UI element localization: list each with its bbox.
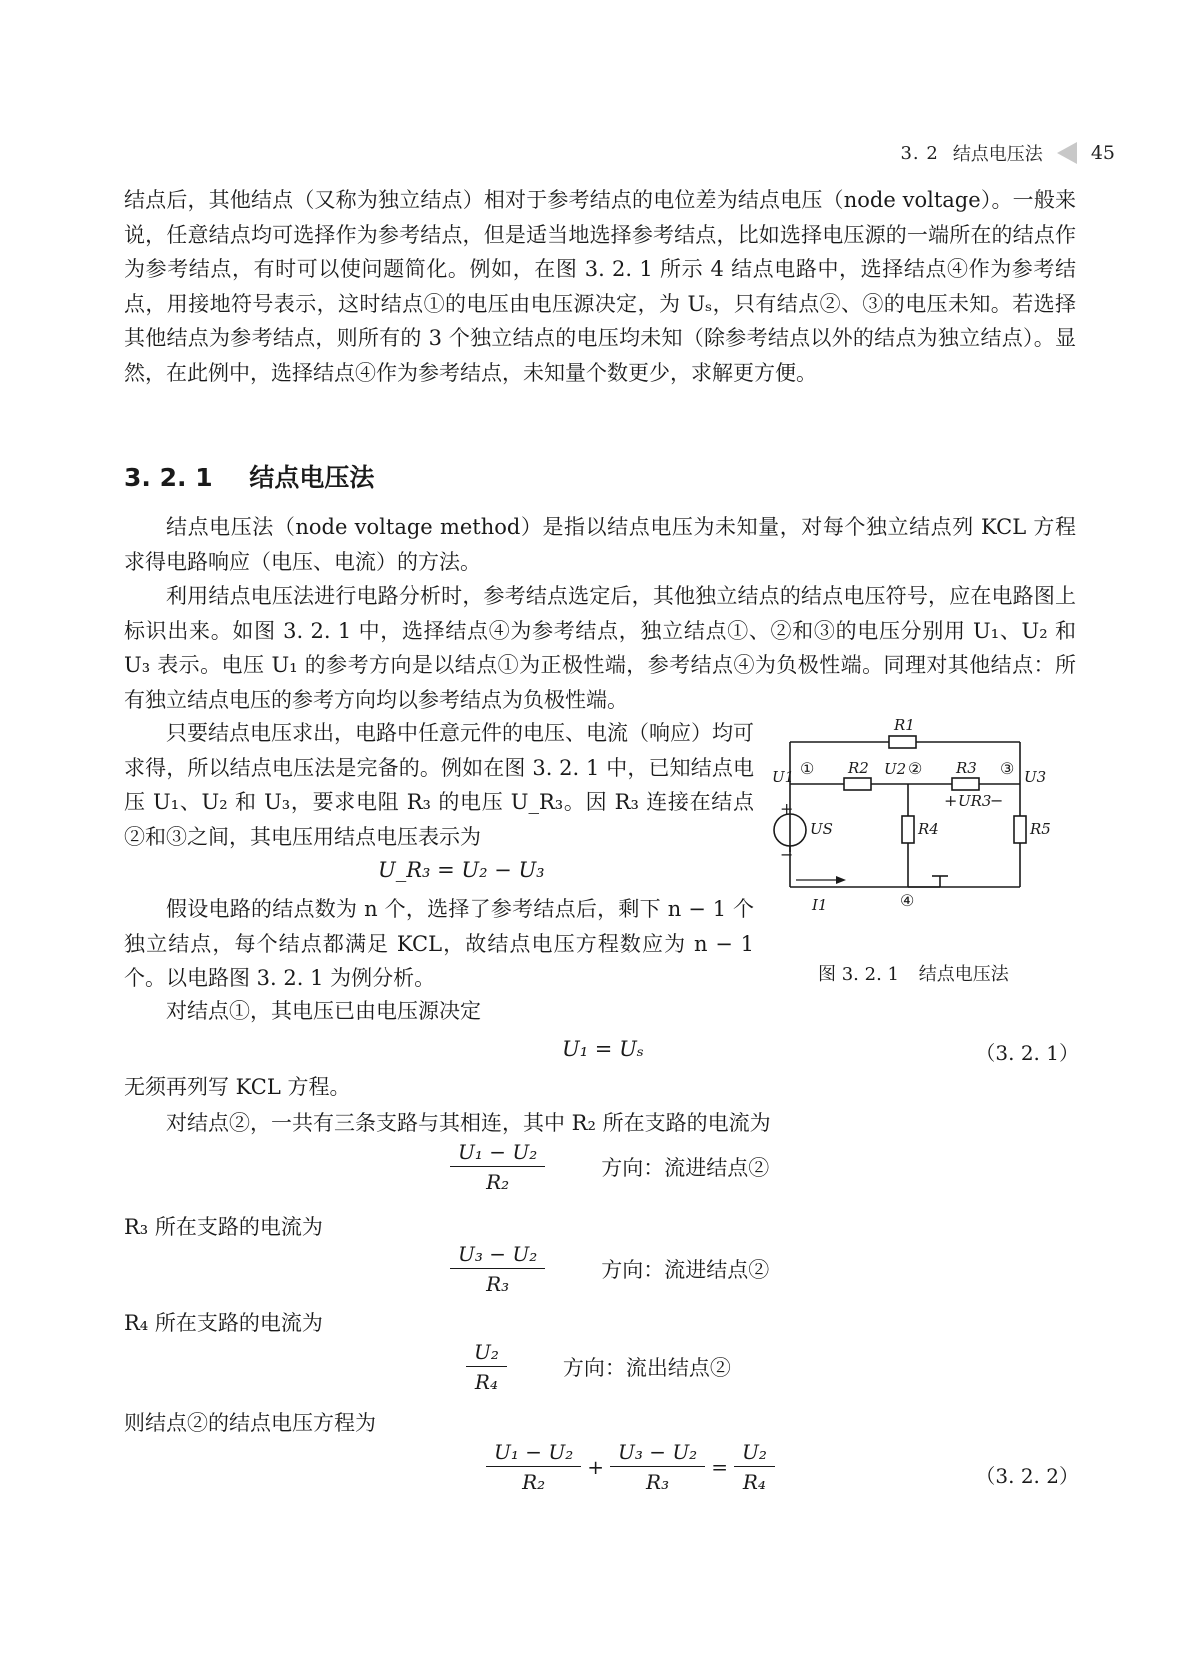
resistor-r3 [952, 778, 979, 790]
running-head [900, 140, 1115, 166]
eq2-equals: = [711, 1455, 728, 1479]
section-title: 结点电压法 [249, 463, 375, 492]
label-r3: R3 [956, 759, 977, 777]
r4-branch-paragraph: R₄ 所在支路的电流为 [124, 1311, 323, 1335]
eq2-term-a-denominator: R₂ [522, 1470, 546, 1494]
labeling-paragraph: 利用结点电压法进行电路分析时，参考结点选定后，其他独立结点的结点电压符号，应在电路图上标识出来。如图 3. 2. 1 中，选择结点④为参考结点，独立结点①、②和③的电压分别用 U₁、U₂ 和 U₃ 表示。电压 U₁ 的参考方向是以结点①为正极性端，参考结点④为负极性端。同理对其他结点：所有独立结点电压的参考方向均以参考结点为负极性端。 [124, 584, 1076, 712]
header-section-number: 3. 2 [900, 142, 939, 164]
label-ur3: UR3 [958, 792, 992, 810]
resistor-r1 [889, 736, 916, 748]
eq2-term-b-numerator: U₃ − U₂ [610, 1440, 705, 1467]
label-node1: ① [800, 759, 815, 778]
eq2-term-a-numerator: U₁ − U₂ [486, 1440, 581, 1467]
r2-current-numerator: U₁ − U₂ [450, 1140, 545, 1167]
label-source-minus: − [780, 845, 794, 864]
section-number: 3. 2. 1 [124, 463, 213, 492]
header-section-title: 结点电压法 [952, 144, 1043, 165]
label-r5: R5 [1030, 820, 1051, 838]
label-r2: R2 [848, 759, 869, 777]
resistor-r2 [844, 778, 871, 790]
r3-current-numerator: U₃ − U₂ [450, 1242, 545, 1269]
label-node2: ② [908, 759, 923, 778]
eq2-term-a [486, 1440, 581, 1494]
equation-number-3-2-2: （3. 2. 2） [975, 1464, 1079, 1488]
eq2-plus: + [587, 1455, 604, 1479]
figure-caption [818, 960, 1009, 986]
r3-current-formula [450, 1242, 769, 1296]
page-number: 45 [1090, 142, 1115, 164]
label-r1: R1 [894, 716, 915, 734]
label-i1: I1 [812, 896, 828, 914]
intro-paragraph: 结点后，其他结点（又称为独立结点）相对于参考结点的电位差为结点电压（node voltage）。一般来说，任意结点均可选择作为参考结点，但是适当地选择参考结点，比如选择电压源的一端所在的结点作为参考结点，有时可以使问题简化。例如，在图 3. 2. 1 所示 4 结点电路中，选择结点④作为参考结点，用接地符号表示，这时结点①的电压由电压源决定，为 Uₛ，只有结点②、③的电压未知。若选择其他结点为参考结点，则所有的 3 个独立结点的电压均未知（除参考结点以外的结点为独立结点）。显然，在此例中，选择结点④作为参考结点，未知量个数更少，求解更方便。 [124, 188, 1076, 385]
definition-paragraph: 结点电压法（node voltage method）是指以结点电压为未知量，对每个独立结点列 KCL 方程求得电路响应（电压、电流）的方法。 [124, 515, 1076, 574]
node1-paragraph: 对结点①，其电压已由电压源决定 [166, 999, 481, 1023]
section-heading [124, 458, 374, 494]
label-node3: ③ [1000, 759, 1015, 778]
eq2-term-c [734, 1440, 775, 1494]
r2-current-fraction [450, 1140, 545, 1194]
label-ur3-minus: − [990, 791, 1004, 810]
r4-current-numerator: U₂ [466, 1340, 507, 1367]
label-ur3-plus: + [944, 791, 958, 810]
r3-branch-paragraph: R₃ 所在支路的电流为 [124, 1215, 323, 1239]
label-source-plus: + [780, 799, 794, 818]
eq2-term-b [610, 1440, 705, 1494]
node-count-paragraph: 假设电路的结点数为 n 个，选择了参考结点后，剩下 n − 1 个独立结点，每个结点都满足 KCL，故结点电压方程数应为 n − 1 个。以电路图 3. 2. 1 为例分析。 [124, 897, 754, 990]
equation-3-2-2 [486, 1440, 775, 1494]
circuit-diagram [772, 700, 1072, 940]
resistor-r5 [1014, 816, 1026, 843]
r3-current-denominator: R₃ [486, 1272, 510, 1296]
chevron-left-icon [1057, 142, 1077, 164]
r4-current-denominator: R₄ [474, 1370, 498, 1394]
label-node4: ④ [900, 891, 915, 910]
current-arrow-icon [836, 876, 846, 884]
r2-current-formula [450, 1140, 769, 1194]
node2-paragraph: 对结点②，一共有三条支路与其相连，其中 R₂ 所在支路的电流为 [166, 1111, 771, 1135]
ur3-formula: U_R₃ = U₂ − U₃ [378, 858, 545, 882]
equation-number-3-2-1: （3. 2. 1） [975, 1041, 1079, 1065]
eq2-term-b-denominator: R₃ [646, 1470, 670, 1494]
r2-current-denominator: R₂ [486, 1170, 510, 1194]
label-u2: U2 [884, 760, 907, 778]
label-r4: R4 [918, 820, 939, 838]
figure-caption-number: 图 3. 2. 1 [818, 964, 899, 985]
eq2-term-c-numerator: U₂ [734, 1440, 775, 1467]
node2-equation-intro: 则结点②的结点电压方程为 [124, 1411, 376, 1435]
r4-current-fraction [466, 1340, 507, 1394]
label-us: US [810, 820, 833, 838]
figure-caption-title: 结点电压法 [918, 964, 1009, 985]
resistor-r4 [902, 816, 914, 843]
eq2-term-c-denominator: R₄ [742, 1470, 766, 1494]
r3-current-direction: 方向：流进结点② [601, 1258, 770, 1282]
label-u3: U3 [1024, 768, 1047, 786]
label-u1: U1 [772, 768, 795, 786]
no-kcl-paragraph: 无须再列写 KCL 方程。 [124, 1075, 351, 1099]
r4-current-direction: 方向：流出结点② [562, 1356, 731, 1380]
r2-current-direction: 方向：流进结点② [601, 1156, 770, 1180]
r3-current-fraction [450, 1242, 545, 1296]
completeness-paragraph: 只要结点电压求出，电路中任意元件的电压、电流（响应）均可求得，所以结点电压法是完备的。例如在图 3. 2. 1 中，已知结点电压 U₁、U₂ 和 U₃，要求电阻 R₃ 的电压 U_R₃。因 R₃ 连接在结点②和③之间，其电压用结点电压表示为 [124, 721, 754, 849]
equation-3-2-1: U₁ = Uₛ [562, 1037, 644, 1061]
r4-current-formula [466, 1340, 731, 1394]
